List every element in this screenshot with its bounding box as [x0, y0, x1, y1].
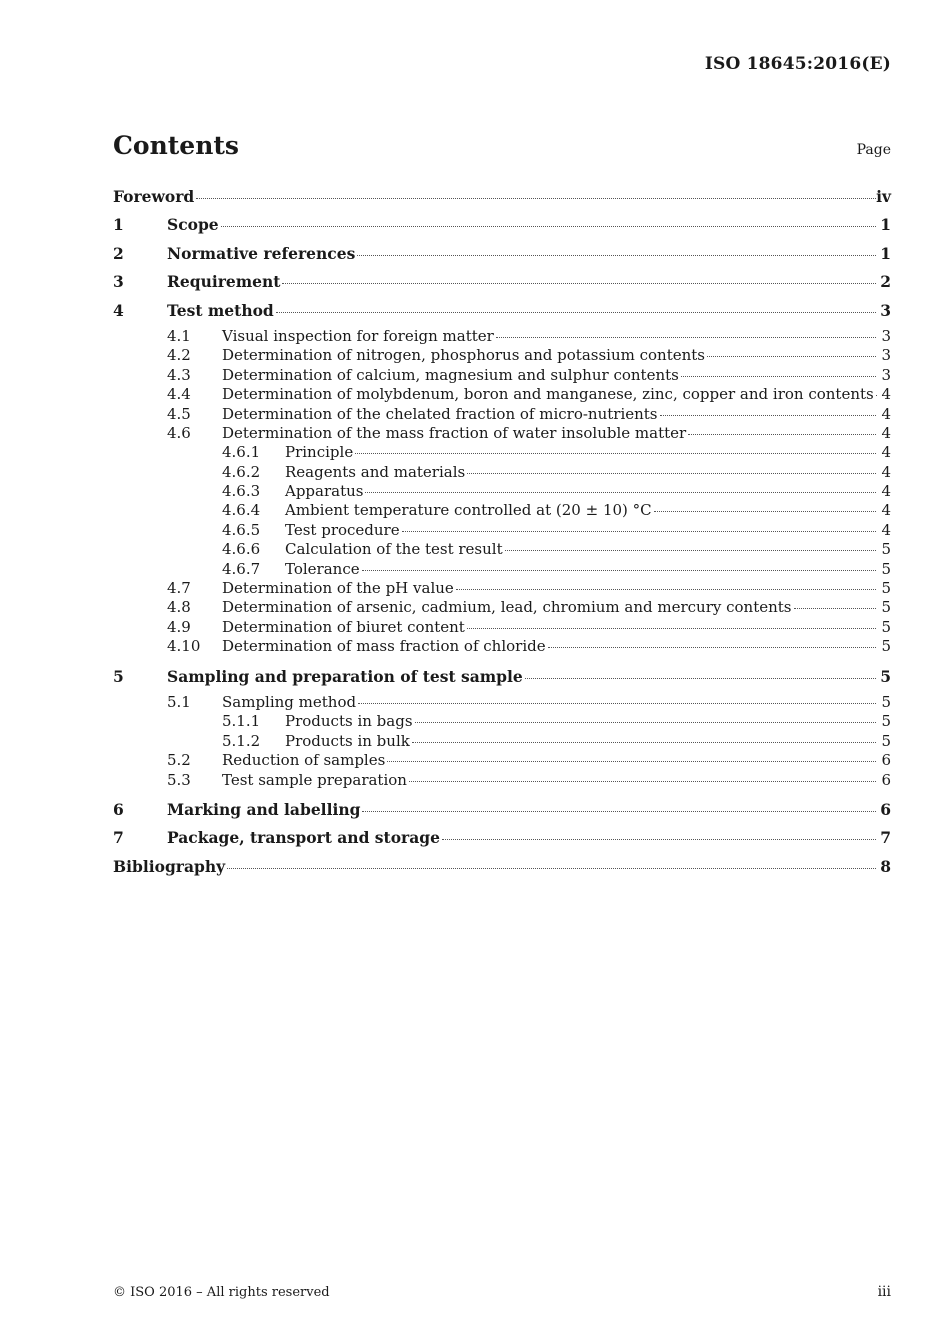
toc-entry[interactable]	[113, 424, 891, 443]
toc-entry-number: 4.9	[167, 617, 191, 636]
toc-entry[interactable]	[113, 751, 891, 770]
toc-entry-page: 5	[880, 666, 891, 686]
dot-leader	[525, 678, 876, 679]
toc-entry-number: 4.4	[167, 385, 191, 404]
dot-leader	[357, 255, 876, 256]
dot-leader	[409, 781, 876, 782]
toc-entry-title: Tolerance	[285, 559, 360, 578]
toc-entry[interactable]	[113, 771, 891, 790]
toc-entry[interactable]	[113, 405, 891, 424]
dot-leader	[282, 283, 876, 284]
dot-leader	[415, 722, 876, 723]
toc-entry-page: 6	[881, 751, 891, 770]
toc-entry-page: 5	[881, 598, 891, 617]
dot-leader	[467, 628, 876, 629]
toc-entry[interactable]	[113, 540, 891, 559]
toc-entry-title: Reagents and materials	[285, 462, 466, 481]
toc-entry-number: 4.10	[167, 637, 201, 656]
toc-entry-title: Test sample preparation	[222, 770, 407, 789]
toc-entry[interactable]	[113, 560, 891, 579]
dot-leader	[362, 570, 876, 571]
dot-leader	[221, 226, 876, 227]
toc-entry-number: 4.6.1	[222, 443, 261, 462]
toc-entry[interactable]	[113, 327, 891, 346]
toc-entry-title: Sampling method	[222, 692, 357, 711]
toc-entry-page: 5	[881, 637, 891, 656]
toc-entry-page: 2	[880, 272, 891, 292]
toc-entry-page: 5	[881, 692, 891, 711]
toc-entry-page: 8	[880, 856, 891, 876]
toc-entry-title: Determination of molybdenum, boron and manganese, zinc, copper and iron contents	[222, 385, 874, 404]
toc-entry[interactable]	[113, 637, 891, 656]
toc-entry-title: Determination of mass fraction of chloride	[222, 637, 546, 656]
toc-entry-title: Products in bulk	[285, 731, 410, 750]
toc-entry-title: Ambient temperature controlled at (20 ± 10) °C	[285, 501, 652, 520]
toc-entry[interactable]	[113, 501, 891, 520]
toc-entry-title: Test method	[167, 300, 274, 320]
toc-entry-number: 7	[113, 828, 124, 848]
dot-leader	[456, 589, 876, 590]
toc-entry-number: 4.6.5	[222, 520, 261, 539]
copyright-notice: © ISO 2016 – All rights reserved	[113, 1285, 330, 1300]
page-column-label: Page	[856, 142, 891, 158]
dot-leader	[355, 453, 876, 454]
dot-leader	[681, 376, 876, 377]
toc-entry-page: 5	[881, 712, 891, 731]
toc-entry-number: 4	[113, 300, 124, 320]
toc-entry[interactable]	[113, 346, 891, 365]
toc-entry-title: Determination of the pH value	[222, 579, 454, 598]
toc-entry[interactable]	[113, 443, 891, 462]
toc-entry-number: 5.2	[167, 751, 191, 770]
dot-leader	[442, 839, 876, 840]
toc-entry-number: 5.1.1	[222, 712, 261, 731]
toc-entry-page: 5	[881, 617, 891, 636]
toc-entry-page: 7	[880, 828, 891, 848]
dot-leader	[467, 473, 876, 474]
toc-entry[interactable]	[113, 732, 891, 751]
toc-entry-page: 3	[881, 365, 891, 384]
toc-entry-title: Determination of nitrogen, phosphorus and potassium contents	[222, 346, 705, 365]
toc-entry-title: Calculation of the test result	[285, 540, 503, 559]
toc-entry[interactable]	[113, 385, 891, 404]
dot-leader	[412, 742, 876, 743]
toc-entry-title: Determination of the chelated fraction of micro-nutrients	[222, 404, 658, 423]
page-title: Contents	[113, 131, 240, 160]
toc-entry[interactable]	[113, 665, 891, 693]
toc-entry[interactable]	[113, 855, 891, 883]
toc-entry[interactable]	[113, 242, 891, 270]
toc-entry-number: 5.3	[167, 770, 191, 789]
dot-leader	[362, 811, 876, 812]
toc-entry[interactable]	[113, 826, 891, 854]
toc-entry-title: Principle	[285, 443, 354, 462]
dot-leader	[505, 550, 876, 551]
toc-entry-page: 3	[881, 326, 891, 345]
toc-entry-number: 6	[113, 799, 124, 819]
toc-entry-page: 5	[881, 579, 891, 598]
toc-entry-number: 5.1.2	[222, 731, 261, 750]
toc-entry-title: Normative references	[167, 243, 356, 263]
toc-entry-title: Determination of biuret content	[222, 617, 465, 636]
toc-entry-number: 5.1	[167, 692, 191, 711]
toc-entry-title: Determination of calcium, magnesium and sulphur contents	[222, 365, 679, 384]
dot-leader	[654, 511, 876, 512]
dot-leader	[496, 337, 876, 338]
toc-entry-title: Foreword	[113, 187, 195, 206]
toc-entry-page: 4	[881, 482, 891, 501]
toc-entry-title: Products in bags	[285, 712, 413, 731]
toc-entry[interactable]	[113, 185, 891, 213]
toc-entry-title: Scope	[167, 215, 219, 235]
dot-leader	[365, 492, 876, 493]
toc-entry-page: 6	[881, 770, 891, 789]
dot-leader	[660, 415, 877, 416]
dot-leader	[387, 761, 876, 762]
toc-entry[interactable]	[113, 618, 891, 637]
toc-entry[interactable]	[113, 366, 891, 385]
toc-entry-number: 4.8	[167, 598, 191, 617]
toc-entry-page: 3	[881, 346, 891, 365]
toc-entry-page: 5	[881, 731, 891, 750]
toc-entry-title: Apparatus	[285, 482, 364, 501]
toc-entry-number: 4.2	[167, 346, 191, 365]
toc-entry-title: Requirement	[167, 272, 281, 292]
toc-entry-number: 5	[113, 666, 124, 686]
toc-entry-title: Package, transport and storage	[167, 828, 440, 848]
toc-entry-page: 4	[881, 423, 891, 442]
toc-entry-title: Determination of arsenic, cadmium, lead, chromium and mercury contents	[222, 598, 792, 617]
toc-entry[interactable]	[113, 482, 891, 501]
toc-entry[interactable]	[113, 712, 891, 731]
toc-entry-title: Visual inspection for foreign matter	[222, 326, 494, 345]
toc-entry-page: 1	[880, 215, 891, 235]
toc-entry-page: 4	[881, 462, 891, 481]
dot-leader	[227, 868, 876, 869]
toc-entry[interactable]	[113, 798, 891, 826]
toc-entry-page: 4	[881, 443, 891, 462]
toc-entry-number: 4.6.6	[222, 540, 261, 559]
dot-leader	[688, 434, 876, 435]
toc-entry[interactable]	[113, 270, 891, 298]
toc-entry[interactable]	[113, 521, 891, 540]
toc-entry-title: Marking and labelling	[167, 799, 361, 819]
toc-entry-title: Reduction of samples	[222, 751, 386, 770]
dot-leader	[358, 703, 876, 704]
toc-entry[interactable]	[113, 299, 891, 327]
toc-entry-number: 4.1	[167, 326, 191, 345]
toc-entry-page: 4	[881, 404, 891, 423]
dot-leader	[196, 198, 876, 199]
toc-entry-number: 4.6.4	[222, 501, 261, 520]
toc-entry-page: 4	[881, 520, 891, 539]
toc-entry[interactable]	[113, 213, 891, 241]
toc-entry-page: 5	[881, 540, 891, 559]
toc-entry-page: iv	[876, 187, 891, 206]
table-of-contents	[113, 185, 891, 883]
dot-leader	[548, 647, 876, 648]
toc-entry-number: 4.6	[167, 423, 191, 442]
toc-entry[interactable]	[113, 463, 891, 482]
toc-entry-number: 4.6.2	[222, 462, 261, 481]
toc-entry[interactable]	[113, 579, 891, 598]
page-number: iii	[877, 1284, 891, 1300]
toc-entry-page: 3	[880, 300, 891, 320]
toc-entry-number: 4.5	[167, 404, 191, 423]
toc-entry-page: 4	[881, 385, 891, 404]
toc-entry[interactable]	[113, 598, 891, 617]
toc-entry-page: 5	[881, 559, 891, 578]
toc-entry-page: 6	[880, 799, 891, 819]
toc-entry-number: 4.7	[167, 579, 191, 598]
document-id: ISO 18645:2016(E)	[704, 54, 891, 74]
toc-entry-title: Sampling and preparation of test sample	[167, 666, 523, 686]
toc-entry-number: 3	[113, 272, 124, 292]
toc-entry[interactable]	[113, 693, 891, 712]
dot-leader	[276, 312, 876, 313]
toc-entry-title: Determination of the mass fraction of water insoluble matter	[222, 423, 687, 442]
toc-entry-number: 4.3	[167, 365, 191, 384]
toc-entry-title: Test procedure	[285, 520, 400, 539]
toc-entry-number: 1	[113, 215, 124, 235]
dot-leader	[707, 356, 876, 357]
toc-entry-title: Bibliography	[113, 856, 226, 876]
toc-entry-number: 4.6.7	[222, 559, 261, 578]
toc-entry-page: 4	[881, 501, 891, 520]
toc-entry-page: 1	[880, 243, 891, 263]
dot-leader	[794, 608, 876, 609]
toc-entry-number: 2	[113, 243, 124, 263]
dot-leader	[402, 531, 876, 532]
toc-entry-number: 4.6.3	[222, 482, 261, 501]
